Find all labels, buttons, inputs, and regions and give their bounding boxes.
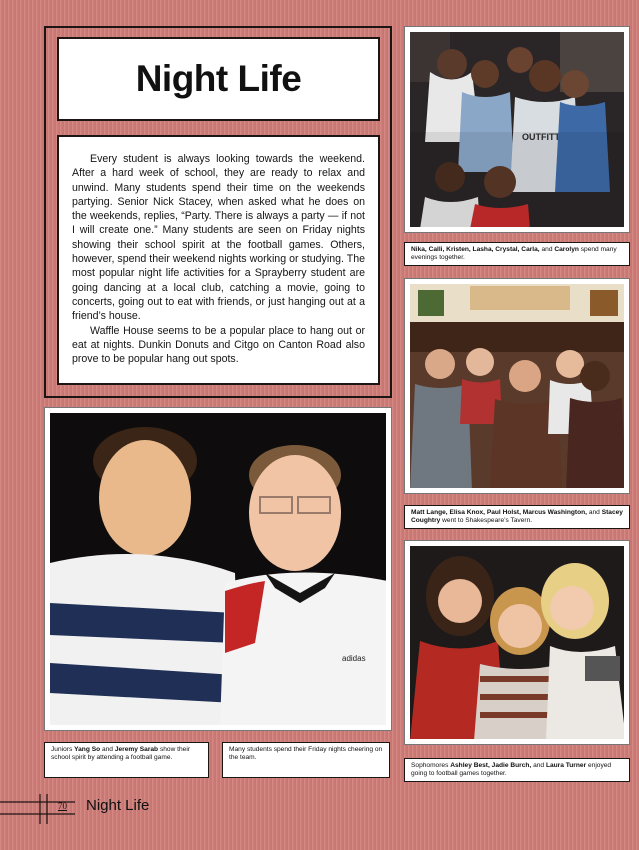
caption-4-name-2: Jeremy Sarab xyxy=(114,746,159,753)
caption-3-and: and xyxy=(533,762,545,769)
caption-3-name-2: Jadie Burch, xyxy=(491,762,532,769)
photo-sophomores-image xyxy=(410,546,624,739)
photo-shakespeare-tavern-image xyxy=(410,284,624,488)
photo-sophomores xyxy=(404,540,630,745)
title-box xyxy=(57,37,380,121)
photo-group-girls xyxy=(404,26,630,233)
adidas-shirt-text: adidas xyxy=(342,654,366,663)
caption-sophomores xyxy=(404,758,630,782)
caption-1-last-name: Carolyn xyxy=(554,246,579,253)
caption-shakespeare-tavern xyxy=(404,505,630,529)
caption-1-names: Nika, Calli, Kristen, Lasha, Crystal, Carla, xyxy=(411,246,540,253)
caption-2-last-name: Stacey Coughtry xyxy=(411,509,623,525)
caption-1-and: and xyxy=(541,246,553,253)
footer-title: Night Life xyxy=(86,797,150,814)
caption-juniors xyxy=(44,742,209,778)
group-girls-illustration xyxy=(410,32,624,227)
caption-4-pre: Juniors xyxy=(51,746,73,753)
caption-3-name-3: Laura Turner xyxy=(545,762,587,769)
body-paragraph-2: Waffle House seems to be a popular place to hang out or eat at nights. Dunkin Donuts and Citgo on Canton Road also prove to be popular hang out spots. xyxy=(72,324,365,366)
photo-juniors-image xyxy=(50,413,386,725)
body-paragraph-1: Every student is always looking towards the weekend. After a hard week of school, they are ready to relax and unwind. Many students spend their time on the weekends partying. Senior Nick Stacey, when asked what he does on the weekends, replies, “Party. There is always a party — if not I will create one.” Many students are seen on Friday nights showing their school spirit at the football games. Others, however, spend their weekend nights working or studying. The most popular night life activities for a Sprayberry student are going dancing at a local club, catching a movie, going to concerts, going out to eat with friends, or just hanging out at a friend’s house. xyxy=(72,153,365,323)
caption-friday-nights xyxy=(222,742,390,778)
page-title: Night Life xyxy=(135,58,302,99)
caption-5-text: Many students spend their Friday nights cheering on the team. xyxy=(229,746,383,762)
body-text-box xyxy=(57,135,380,385)
photo-juniors xyxy=(44,407,392,731)
caption-2-rest: went to Shakespeare’s Tavern. xyxy=(442,517,533,525)
caption-3-pre: Sophomores xyxy=(411,762,449,769)
juniors-illustration xyxy=(50,413,386,725)
sophomores-illustration xyxy=(410,546,624,739)
caption-3-rest: enjoyed going to football games together. xyxy=(411,762,612,778)
caption-4-rest: show their school spirit by attending a football game. xyxy=(51,746,190,762)
caption-group-girls xyxy=(404,242,630,266)
caption-2-and: and xyxy=(588,509,600,516)
caption-2-names: Matt Lange, Elisa Knox, Paul Holst, Marcus Washington, xyxy=(411,509,587,516)
caption-4-and: and xyxy=(101,746,113,753)
tavern-illustration xyxy=(410,284,624,488)
caption-4-name-1: Yang So xyxy=(74,746,101,753)
caption-3-name-1: Ashley Best, xyxy=(450,762,490,769)
page-number: 70 xyxy=(58,801,67,811)
photo-group-girls-image xyxy=(410,32,624,227)
caption-1-rest: spend many evenings together. xyxy=(411,246,617,262)
photo-shakespeare-tavern xyxy=(404,278,630,494)
